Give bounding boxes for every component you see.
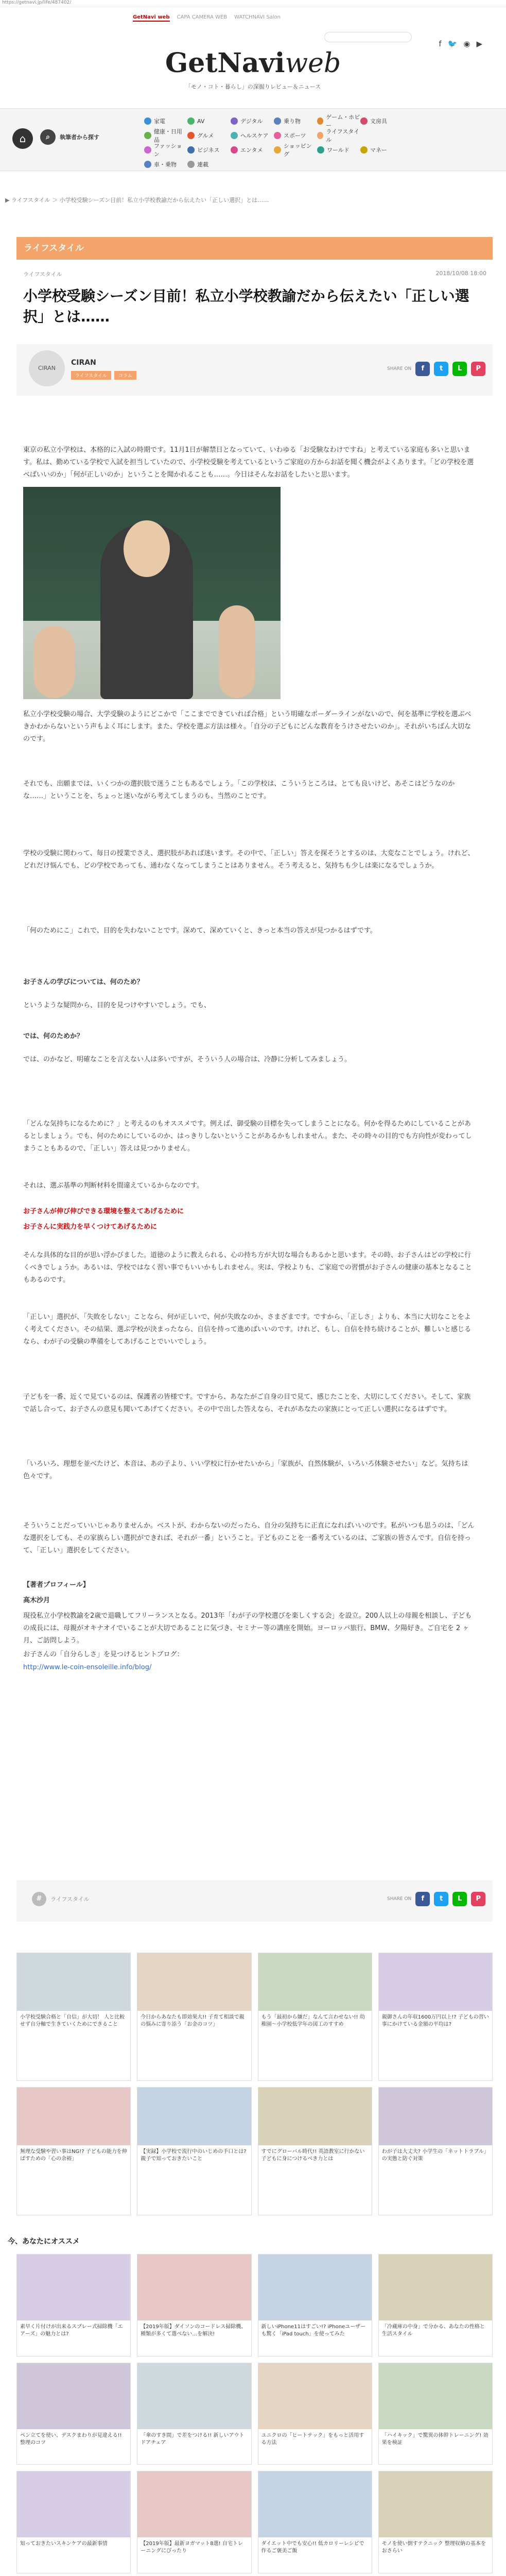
tagline: 「モノ・コト・暮らし」の深掘りレビュー＆ニュース [185, 83, 321, 90]
nav-category-label: 連載 [197, 161, 208, 168]
site-tabs [133, 14, 506, 22]
article-paragraph: それでも、出願までは、いくつかの選択肢で迷うこともあるでしょう。「この学校は、こういうところは、とても良いけど、あそこはどうなのかな……」ということを、ちょっと迷いながら考えてしまうのも、当然のことです。 [23, 780, 455, 800]
related-title: わが子は大丈夫? 小学生の「ネットトラブル」の実態と防ぐ対策 [381, 2149, 489, 2162]
author-search-button[interactable]: ⌕ 執筆者から探す [40, 129, 99, 145]
recommend-card[interactable] [16, 2471, 131, 2573]
header-search-input[interactable] [324, 32, 412, 42]
recommend-title: 「冷蔵庫の中身」で分かる、あなたの性格と生活スタイル [381, 2324, 485, 2337]
article-meta [23, 270, 486, 278]
category-dot-icon [231, 146, 238, 154]
related-thumbnail [379, 1953, 492, 2011]
nav-category-label: デジタル [240, 118, 263, 125]
related-thumbnail [17, 2088, 130, 2145]
category-dot-icon [317, 132, 323, 139]
nav-category[interactable] [360, 116, 404, 126]
nav-category [360, 130, 404, 141]
nav-category[interactable] [231, 145, 274, 155]
twitter-icon[interactable]: 🐦 [447, 39, 458, 48]
related-thumbnail [137, 1953, 251, 2011]
recommend-thumbnail [137, 2363, 251, 2429]
recommend-thumbnail [379, 2471, 492, 2537]
category-dot-icon [144, 161, 151, 168]
article-date: 2018/10/08 18:00 [435, 270, 486, 277]
article-paragraph: では、何のためか？ [23, 1032, 84, 1040]
article-paragraph: お子さんに実践力を早くつけてあげるために [23, 1223, 158, 1231]
related-card[interactable] [137, 2087, 251, 2215]
facebook-share-icon[interactable]: f [415, 1892, 430, 1906]
recommend-articles [16, 2254, 493, 2573]
related-title: もう「最初から嫌だ」なんて言わせない!! 幼稚園〜小学校低学年の図工のすすめ [261, 2014, 365, 2027]
related-card[interactable] [258, 1953, 372, 2081]
nav-category [447, 145, 490, 155]
nav-category-label: 家電 [154, 118, 165, 125]
nav-category-label: ワールド [327, 147, 350, 154]
nav-category[interactable] [187, 116, 231, 126]
recommend-thumbnail [137, 2255, 251, 2320]
recommend-title: 素早く片付けが出来るスプレー式掃除機「エアーズ」の魅力とは? [20, 2324, 123, 2337]
recommend-card[interactable] [258, 2471, 372, 2573]
article-paragraph: 【著者プロフィール】 [23, 1581, 90, 1589]
recommend-thumbnail [17, 2363, 130, 2429]
recommend-thumbnail [379, 2255, 492, 2320]
twitter-share-icon[interactable]: t [434, 362, 448, 376]
category-dot-icon [187, 117, 195, 125]
recommend-title: 新しいiPhone11はすごい!? iPhoneユーザーも驚く「iPad touch」を使ってみた [261, 2324, 366, 2337]
article-paragraph[interactable]: http://www.le-coin-ensoleille.info/blog/ [23, 1664, 152, 1671]
related-thumbnail [17, 1953, 130, 2011]
tab-capa-camera[interactable]: CAPA CAMERA WEB [177, 14, 228, 20]
recommend-title: 【2019年版】最新ヨガマット8選! 自宅トレーニングにぴったり [141, 2541, 243, 2554]
nav-category[interactable] [144, 143, 187, 158]
nav-category[interactable] [187, 159, 231, 170]
hero-image [23, 487, 281, 699]
nav-category[interactable] [144, 159, 187, 170]
twitter-share-icon[interactable]: t [434, 1892, 448, 1906]
category-dot-icon [187, 146, 195, 154]
article-paragraph: 「何のためにこ」これで、目的を失わないことです。深めて、深めていくと、きっと本当の答えが見つかるはずです。 [23, 927, 377, 935]
tag-icon: # [32, 1892, 46, 1906]
related-card[interactable] [137, 1953, 251, 2081]
breadcrumb[interactable]: ▶ ライフスタイル ＞ 小学校受験シーズン目前！私立小学校教諭だから伝えたい「正しい選択」とは…… [5, 197, 269, 204]
recommend-card[interactable] [258, 2363, 372, 2465]
category-dot-icon [187, 132, 195, 139]
nav-category[interactable] [231, 116, 274, 126]
category-dot-icon [187, 161, 195, 168]
recommend-title: 【2019年版】ダイソンのコードレス掃除機、種類が多くて選べない…を解決! [141, 2324, 247, 2337]
category-dot-icon [144, 117, 151, 125]
browser-url-bar [0, 0, 506, 7]
share-buttons [387, 362, 485, 376]
recommend-card[interactable] [137, 2471, 251, 2573]
author-box [16, 344, 493, 396]
nav-category[interactable] [317, 130, 360, 141]
nav-category-label: 車・乗物 [154, 161, 177, 168]
pocket-share-icon[interactable]: P [471, 1892, 485, 1906]
recommend-thumbnail [258, 2363, 372, 2429]
article-paragraph: それは、選ぶ基準の判断材料を間違えているからなのです。 [23, 1182, 203, 1190]
nav-category[interactable] [317, 114, 360, 129]
author-tag[interactable]: コラム [114, 371, 136, 380]
author-tags [71, 371, 136, 380]
nav-category[interactable] [187, 130, 231, 141]
page-url: https://getnavi.jp/life/487402/ [2, 0, 72, 5]
author-name[interactable]: CIRAN [71, 359, 96, 367]
related-card[interactable] [16, 1953, 131, 2081]
article-paragraph: 「どんな気持ちになるために？」と考えるのもオススメです。例えば、御受験の目標を失ってしまうことになる。何かを得るためにしていることがあるとしましょう。でも、何のためにしているのか、はっきりしないということがあるかもしれません。また、その時々の目的でも方向性が変わってしまうこともあるので、「正しい」答えは見つかりません。 [23, 1120, 472, 1153]
related-title: 今日からあなたも即効果大!! 子育て相談で親の悩みに寄り添う「お金のコツ」 [141, 2014, 245, 2027]
article-paragraph: 私立小学校受験の場合、大学受験のようにどこかで「ここまでできていれば合格」という明確なボーダーラインがないので、何を基準に学校を選ぶべきかわからないという声もよく耳にします。また、学校を選ぶ方法は様々。「自分の子どもにどんな教育をうけさせたいのか」。それがいちばん大切なのです。 [23, 710, 472, 743]
nav-category-label: マネー [370, 147, 387, 154]
nav-category [447, 116, 490, 126]
nav-category [404, 145, 447, 155]
nav-category-label: ゲーム・ホビー [326, 114, 360, 129]
recommend-card[interactable] [258, 2254, 372, 2357]
nav-category-label: グルメ [197, 132, 214, 139]
related-articles [16, 1953, 493, 2215]
article-paragraph: お子さんが伸び伸びできる環境を整えてあげるために [23, 1208, 184, 1215]
category-dot-icon [360, 117, 368, 125]
line-share-icon[interactable]: L [452, 1892, 467, 1906]
nav-category[interactable] [231, 130, 274, 141]
nav-category-label: 健康・日用品 [153, 128, 182, 143]
recommend-title: ユニクロの「ヒートテック」をもっと活用する方法 [261, 2432, 364, 2446]
recommend-title: 「傘のすき間」で差をつける!! 新しいアウトドアチェア [141, 2432, 245, 2446]
tab-watchnavi[interactable]: WATCHNAVI Salon [234, 14, 281, 20]
recommend-card[interactable] [137, 2254, 251, 2357]
author-tag[interactable]: ライフスタイル [71, 371, 111, 380]
related-thumbnail [137, 2088, 251, 2145]
nav-category-label: 文房具 [370, 118, 387, 125]
share-label: SHARE ON [387, 1896, 412, 1902]
article-category[interactable]: ライフスタイル [23, 271, 62, 278]
nav-category[interactable] [317, 145, 360, 155]
category-dot-icon [144, 132, 151, 139]
article-paragraph: 「正しい」選択が、「失敗をしない」ことなら、何が正しいで、何が失敗なのか、さまざまです。ですから、「正しさ」よりも、本当に大切なことをよく考えてください。その結果、選ぶ学校が決まったなら、自信を持って進めばいいのです。けれど、もし、自信を持ち続けることが、難しいと感じるなら、わが子の受験の準備をしてあげることでいいでしょう。 [23, 1313, 471, 1346]
category-dot-icon [317, 146, 324, 154]
article-paragraph: 高木沙月 [23, 1597, 50, 1604]
nav-category[interactable] [144, 116, 187, 126]
recommend-title: 「ハイキック」で驚異の体幹トレーニング! 効果を検証 [381, 2432, 488, 2446]
category-dot-icon [360, 146, 368, 154]
tag-link[interactable]: ライフスタイル [50, 1896, 90, 1903]
article-paragraph: 子どもを一番、近くで見ているのは、保護者の皆様です。ですから、あなたがご自身の目で見て、感じたことを、大切にしてください。そして、家族で話し合って、お子さんの意見も聞いてあげてください。その中で出した答えなら、それがあなたの家族にとって正しい選択になるはずです。 [23, 1393, 471, 1413]
category-nav [0, 108, 506, 171]
nav-category-label: ライフスタイル [326, 128, 360, 143]
recommend-title: ダイエット中でも安心!! 低カロリーレシピで作るご褒美ご飯 [261, 2541, 364, 2554]
nav-category [404, 116, 447, 126]
nav-category-label: ファッション [153, 143, 182, 158]
related-card[interactable] [16, 2087, 131, 2215]
nav-category[interactable] [144, 130, 187, 141]
share-label: SHARE ON [387, 366, 412, 371]
article-paragraph: 学校の受験に関わって、毎日の授業でさえ、選択肢があれば迷います。その中で、「正しい」答えを探そうとするのは、大変なことでしょう。けれど、どれだけ悩んでも、どの学校であっても、通わなくなってしまうことはありません。そう考えると、気持ちも少しは楽になるでしょうか。 [23, 850, 475, 870]
category-dot-icon [274, 117, 281, 125]
related-title: 親御さんの年収1600万円以上!? 子どもの習い事にかけている金額の平均は? [381, 2014, 489, 2027]
category-dot-icon [317, 117, 323, 125]
bottom-share-buttons [387, 1892, 485, 1906]
nav-category[interactable] [187, 145, 231, 155]
category-dot-icon [231, 132, 238, 139]
tab-getnavi[interactable]: GetNavi web [133, 14, 170, 22]
recommend-thumbnail [137, 2471, 251, 2537]
nav-category [447, 130, 490, 141]
facebook-share-icon[interactable]: f [415, 362, 430, 376]
category-dot-icon [231, 117, 238, 125]
nav-category-label: AV [197, 117, 205, 125]
article-paragraph: お子さんの学びについては、何のため？ [23, 978, 144, 986]
related-card[interactable] [378, 1953, 493, 2081]
related-title: すでにグローバル時代!! 英語教室に行かない子どもに身につけるべき力とは [261, 2149, 365, 2162]
bottom-tag [32, 1892, 90, 1906]
nav-category-label: 乗り物 [284, 118, 301, 125]
recommend-title: 知っておきたいスキンケアの最新事情 [20, 2541, 108, 2547]
related-card[interactable] [378, 2087, 493, 2215]
home-icon[interactable]: ⌂ [12, 128, 33, 149]
related-title: 小学校受験合格と「自信」が大切！ 人と比較せず自分軸で生きていくためにできること [20, 2014, 125, 2027]
recommend-card[interactable] [16, 2363, 131, 2465]
category-dot-icon [274, 132, 281, 139]
recommend-card[interactable] [378, 2471, 493, 2573]
related-card[interactable] [258, 2087, 372, 2215]
recommend-thumbnail [17, 2471, 130, 2537]
article-paragraph: というような疑問から、目的を見つけやすいでしょう。でも、 [23, 1002, 211, 1009]
article-paragraph: 現役私立小学校教諭を2歳で退職してフリーランスとなる。2013年「わが子の学校選びを楽しくする会」を設立。200人以上の母親を相談し、子どもの成長には、母親がオキナオイでいることが大切であることに気づき、セミナー等の講座を開始。ヨーロッパ旅行、BMW、夕陽好き。ご自宅を 2 ヶ月、ご訪問しよう。 [23, 1612, 472, 1645]
related-thumbnail [258, 2088, 372, 2145]
nav-category-label: ショッピング [283, 143, 312, 158]
category-dot-icon [144, 146, 151, 154]
recommend-thumbnail [258, 2255, 372, 2320]
related-title: 【実録】小学校で流行中のいじめの手口とは? 親子で知っておきたいこと [141, 2149, 247, 2162]
related-title: 無理な受験や習い事はNG!? 子どもの能力を伸ばすための「心の余裕」 [20, 2149, 127, 2162]
category-grid [144, 116, 499, 170]
article-paragraph: では、のかなど、明確なことを言えない人は多いですが、そういう人の場合は、冷静に分析してみましょう。 [23, 1056, 352, 1063]
related-thumbnail [379, 2088, 492, 2145]
recommend-heading: 今、あなたにオススメ [8, 2238, 80, 2246]
nav-category-label: スポーツ [284, 132, 306, 139]
site-logo[interactable]: GetNaviweb [165, 47, 341, 79]
recommend-thumbnail [258, 2471, 372, 2537]
article-paragraph: お子さんの「自分らしさ」を見つけるヒントブログ： [23, 1651, 184, 1658]
nav-category[interactable] [274, 116, 317, 126]
avatar[interactable]: CIRAN [29, 350, 65, 386]
category-banner: ライフスタイル [16, 237, 493, 260]
related-thumbnail [258, 1953, 372, 2011]
recommend-card[interactable] [378, 2363, 493, 2465]
rss-icon[interactable]: ◉ [463, 39, 470, 48]
article-paragraph: そんな具体的な目的が思い浮かびました。道徳のように教えられる、心の持ち方が大切な場合もあるかと思います。その時、お子さんはどの学校に行くべきでしょうか。あるいは、学校ではなく習い事でもいいかもしれません。実は、学校よりも、ご家庭での習慣がお子さんの健康の基本となることもあるのです。 [23, 1251, 472, 1284]
nav-category-label: ヘルスケア [240, 132, 269, 139]
nav-category[interactable] [274, 130, 317, 141]
nav-category-label: ビジネス [197, 147, 220, 154]
recommend-title: モノを使い倒すテクニック 整理収納の基本をおさらい [381, 2541, 486, 2554]
tag-area [16, 1880, 493, 1922]
recommend-title: ペン立てを使い、デスクまわりが見違える!! 整理のコツ [20, 2432, 122, 2446]
nav-category[interactable] [274, 143, 317, 158]
recommend-thumbnail [17, 2255, 130, 2320]
article-title: 小学校受験シーズン目前！私立小学校教諭だから伝えたい「正しい選択」とは…… [23, 287, 469, 325]
nav-category-label: エンタメ [240, 147, 263, 154]
nav-category [404, 130, 447, 141]
line-share-icon[interactable]: L [452, 362, 467, 376]
article-paragraph: 「いろいろ、理想を並べたけど、本音は、あの子より、いい学校に行かせたいから」「家族が、自然体験が、いろいろ体験させたい」など。気持ちは色々です。 [23, 1460, 468, 1480]
recommend-card[interactable] [378, 2254, 493, 2357]
category-dot-icon [274, 146, 281, 154]
nav-category[interactable] [360, 145, 404, 155]
recommend-card[interactable] [16, 2254, 131, 2357]
article-paragraph: そういうことだっていいじゃありませんか。ベストが、わからないのだったら、自分の気持ちに正直になればいいのです。私がいつも思うのは、「どんな選択をしても、その家族らしい選択ができれば、それが一番」ということ。子どものことを一番考えているのは、ご家族の皆さんです。自信を持って、「正しい」選択をしてください。 [23, 1522, 475, 1554]
pocket-share-icon[interactable]: P [471, 362, 485, 376]
search-icon: ⌕ [40, 129, 56, 145]
recommend-card[interactable] [137, 2363, 251, 2465]
youtube-icon[interactable]: ▶ [476, 39, 482, 48]
facebook-icon[interactable]: f [439, 39, 442, 48]
recommend-thumbnail [379, 2363, 492, 2429]
article-paragraph: 東京の私立小学校は、本格的に入試の時期です。11月1日が解禁日となっていて、いわゆる「お受験なわけですね」と考えている家庭も多いと思います。私は、勤めている学校で入試を担当していたので、小学校受験を考えているというご家庭の方からお話を聞く機会がよくあります。「どの学校を選べばいいのか」「何が正しいのか」ということを聞かれることも……。今日はそんなお話をしたいと思います。 [23, 446, 474, 479]
